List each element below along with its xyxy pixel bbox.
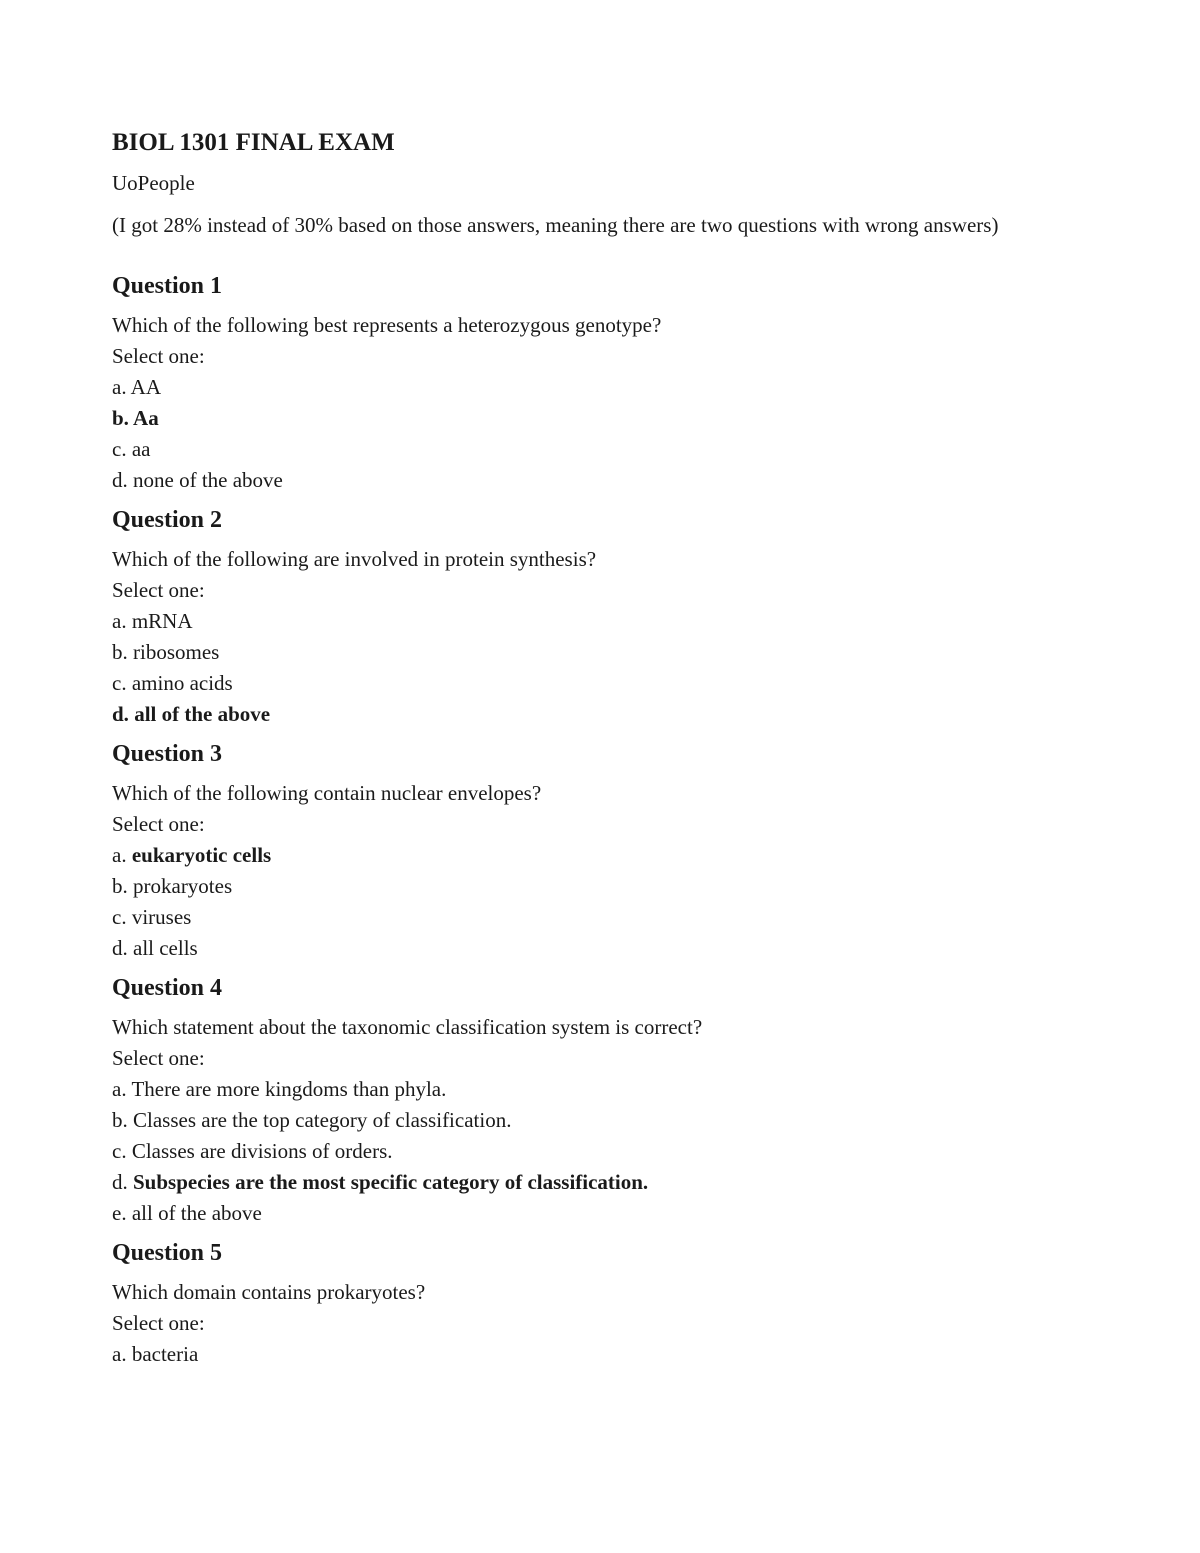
- option-label: none of the above: [133, 468, 283, 492]
- option-c: [112, 668, 1052, 699]
- option-d: [112, 465, 1052, 496]
- option-a: [112, 606, 1052, 637]
- option-label: Classes are divisions of orders.: [131, 1139, 393, 1163]
- question-text: Which domain contains prokaryotes?: [112, 1280, 426, 1304]
- option-prefix: a.: [112, 375, 127, 399]
- document-subtitle: UoPeople: [112, 171, 195, 195]
- option-label: Aa: [133, 406, 159, 430]
- option-prefix: c.: [112, 905, 127, 929]
- score-note: (I got 28% instead of 30% based on those answers, meaning there are two questions with wrong answers): [112, 213, 999, 237]
- option-a-marked-answer: [112, 840, 1052, 871]
- option-b: [112, 1105, 1052, 1136]
- question-3: [112, 738, 1052, 964]
- question-2: [112, 504, 1052, 730]
- question-text: Which of the following are involved in protein synthesis?: [112, 547, 597, 571]
- option-d-marked-answer: [112, 699, 1052, 730]
- option-label: prokaryotes: [133, 874, 233, 898]
- option-label: all of the above: [131, 1201, 262, 1225]
- document-page: [112, 124, 1052, 1378]
- option-prefix: e.: [112, 1201, 127, 1225]
- question-heading: Question 3: [112, 741, 223, 767]
- question-4: [112, 972, 1052, 1229]
- option-label: all cells: [133, 936, 198, 960]
- option-a: [112, 1339, 1052, 1370]
- option-b: [112, 637, 1052, 668]
- option-label: viruses: [131, 905, 192, 929]
- option-prefix: a.: [112, 609, 127, 633]
- option-label: AA: [130, 375, 162, 399]
- select-prompt: Select one:: [112, 1311, 205, 1335]
- question-heading: Question 1: [112, 273, 223, 299]
- option-label: eukaryotic cells: [131, 843, 272, 867]
- question-text: Which of the following contain nuclear envelopes?: [112, 781, 542, 805]
- select-prompt: Select one:: [112, 578, 205, 602]
- option-label: There are more kingdoms than phyla.: [131, 1077, 447, 1101]
- option-e: [112, 1198, 1052, 1229]
- option-prefix: b.: [112, 1108, 128, 1132]
- option-a: [112, 372, 1052, 403]
- select-prompt: Select one:: [112, 1046, 205, 1070]
- option-prefix: d.: [112, 702, 129, 726]
- option-d: [112, 933, 1052, 964]
- option-b: [112, 871, 1052, 902]
- option-prefix: d.: [112, 1170, 128, 1194]
- option-label: ribosomes: [133, 640, 220, 664]
- option-prefix: b.: [112, 406, 129, 430]
- question-text: Which of the following best represents a heterozygous genotype?: [112, 313, 662, 337]
- option-prefix: a.: [112, 1077, 127, 1101]
- select-prompt: Select one:: [112, 812, 205, 836]
- option-prefix: c.: [112, 1139, 127, 1163]
- option-c: [112, 434, 1052, 465]
- option-a: [112, 1074, 1052, 1105]
- option-c: [112, 902, 1052, 933]
- option-label: bacteria: [131, 1342, 199, 1366]
- option-prefix: d.: [112, 936, 128, 960]
- question-heading: Question 5: [112, 1240, 223, 1266]
- option-prefix: a.: [112, 843, 127, 867]
- option-label: aa: [131, 437, 151, 461]
- question-5: [112, 1237, 1052, 1370]
- option-d-marked-answer: [112, 1167, 1052, 1198]
- question-text: Which statement about the taxonomic classification system is correct?: [112, 1015, 703, 1039]
- option-label: all of the above: [134, 702, 271, 726]
- option-label: Classes are the top category of classification.: [133, 1108, 512, 1132]
- option-prefix: c.: [112, 671, 127, 695]
- option-b-marked-answer: [112, 403, 1052, 434]
- question-1: [112, 270, 1052, 496]
- option-prefix: b.: [112, 874, 128, 898]
- option-label: amino acids: [131, 671, 233, 695]
- select-prompt: Select one:: [112, 344, 205, 368]
- option-c: [112, 1136, 1052, 1167]
- option-prefix: b.: [112, 640, 128, 664]
- option-prefix: d.: [112, 468, 128, 492]
- option-label: mRNA: [131, 609, 193, 633]
- option-prefix: c.: [112, 437, 127, 461]
- option-prefix: a.: [112, 1342, 127, 1366]
- option-label: Subspecies are the most specific category of classification.: [133, 1170, 649, 1194]
- document-title: BIOL 1301 FINAL EXAM: [112, 129, 395, 156]
- question-heading: Question 2: [112, 507, 223, 533]
- question-heading: Question 4: [112, 975, 223, 1001]
